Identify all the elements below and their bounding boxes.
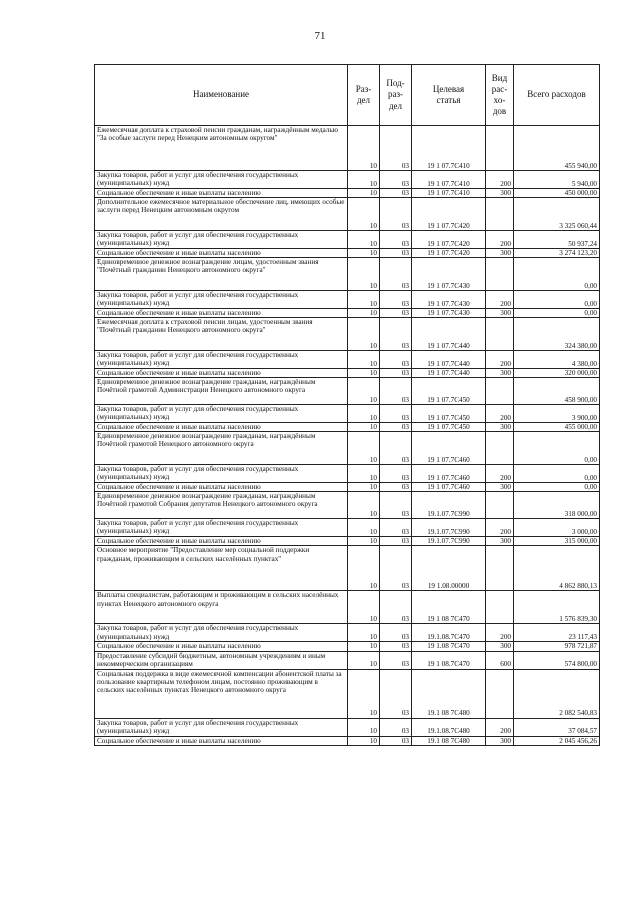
cell-target: 19 1 07.7С430 bbox=[412, 309, 486, 318]
cell-name: Социальное обеспечение и иные выплаты населению bbox=[95, 249, 348, 258]
table-row bbox=[95, 231, 600, 249]
header-name bbox=[95, 65, 348, 126]
cell-razdel: 10 bbox=[348, 423, 380, 432]
table-row bbox=[95, 258, 600, 291]
table-row bbox=[95, 465, 600, 483]
cell-total: 3 900,00 bbox=[514, 405, 600, 423]
cell-total: 2 082 540,83 bbox=[514, 669, 600, 718]
cell-target: 19.1.08.7С470 bbox=[412, 624, 486, 642]
cell-razdel: 10 bbox=[348, 126, 380, 171]
cell-vid: 300 bbox=[486, 736, 514, 745]
cell-name: Социальное обеспечение и иные выплаты населению bbox=[95, 369, 348, 378]
table-row bbox=[95, 642, 600, 651]
cell-total: 574 800,00 bbox=[514, 651, 600, 669]
cell-total: 324 380,00 bbox=[514, 318, 600, 351]
cell-vid: 200 bbox=[486, 718, 514, 736]
table-row bbox=[95, 537, 600, 546]
cell-total: 5 940,00 bbox=[514, 171, 600, 189]
header-vid bbox=[486, 65, 514, 126]
cell-vid: 300 bbox=[486, 642, 514, 651]
cell-razdel: 10 bbox=[348, 669, 380, 718]
cell-razdel: 10 bbox=[348, 309, 380, 318]
cell-razdel: 10 bbox=[348, 492, 380, 519]
header-podrazdel bbox=[380, 65, 412, 126]
cell-razdel: 10 bbox=[348, 318, 380, 351]
cell-podrazdel: 03 bbox=[380, 258, 412, 291]
cell-target: 19 1 08 7С470 bbox=[412, 591, 486, 624]
header-razdel-text: Раз- дел bbox=[355, 83, 372, 105]
cell-total: 0,00 bbox=[514, 432, 600, 465]
table-row bbox=[95, 591, 600, 624]
cell-podrazdel: 03 bbox=[380, 651, 412, 669]
cell-vid bbox=[486, 669, 514, 718]
cell-podrazdel: 03 bbox=[380, 171, 412, 189]
table-row bbox=[95, 189, 600, 198]
cell-target: 19 1 07.7С460 bbox=[412, 483, 486, 492]
cell-total: 0,00 bbox=[514, 483, 600, 492]
cell-vid bbox=[486, 546, 514, 591]
table-row bbox=[95, 126, 600, 171]
cell-vid bbox=[486, 258, 514, 291]
cell-podrazdel: 03 bbox=[380, 231, 412, 249]
cell-target: 19 1 07.7С420 bbox=[412, 198, 486, 231]
cell-razdel: 10 bbox=[348, 651, 380, 669]
cell-name: Ежемесячная доплата к страховой пенсии лицам, удостоенным звания "Почётный гражданин Ненецкого автономного округа" bbox=[95, 318, 348, 351]
cell-total: 0,00 bbox=[514, 291, 600, 309]
cell-target: 19 1 07.7С440 bbox=[412, 369, 486, 378]
cell-total: 455 940,00 bbox=[514, 126, 600, 171]
cell-podrazdel: 03 bbox=[380, 318, 412, 351]
table-row bbox=[95, 351, 600, 369]
cell-podrazdel: 03 bbox=[380, 198, 412, 231]
page-number: 71 bbox=[314, 30, 326, 42]
cell-target: 19 1 07.7С430 bbox=[412, 291, 486, 309]
cell-target: 19 1.08.00000 bbox=[412, 546, 486, 591]
table-row bbox=[95, 291, 600, 309]
cell-podrazdel: 03 bbox=[380, 309, 412, 318]
cell-target: 19.1.08.7С480 bbox=[412, 718, 486, 736]
cell-vid bbox=[486, 198, 514, 231]
cell-vid bbox=[486, 378, 514, 405]
table-row bbox=[95, 378, 600, 405]
cell-razdel: 10 bbox=[348, 189, 380, 198]
cell-target: 19 1 07.7С460 bbox=[412, 465, 486, 483]
cell-vid: 200 bbox=[486, 624, 514, 642]
cell-target: 19 1 07.7С430 bbox=[412, 258, 486, 291]
cell-razdel: 10 bbox=[348, 736, 380, 745]
cell-total: 0,00 bbox=[514, 465, 600, 483]
table-row bbox=[95, 432, 600, 465]
cell-vid: 200 bbox=[486, 405, 514, 423]
cell-name: Закупка товаров, работ и услуг для обеспечения государственных (муниципальных) нужд bbox=[95, 351, 348, 369]
cell-podrazdel: 03 bbox=[380, 378, 412, 405]
cell-podrazdel: 03 bbox=[380, 718, 412, 736]
cell-podrazdel: 03 bbox=[380, 291, 412, 309]
cell-total: 450 000,00 bbox=[514, 189, 600, 198]
cell-total: 3 274 123,20 bbox=[514, 249, 600, 258]
table-row bbox=[95, 483, 600, 492]
cell-podrazdel: 03 bbox=[380, 351, 412, 369]
cell-name: Закупка товаров, работ и услуг для обеспечения государственных (муниципальных) нужд bbox=[95, 405, 348, 423]
cell-podrazdel: 03 bbox=[380, 405, 412, 423]
cell-total: 37 084,57 bbox=[514, 718, 600, 736]
cell-target: 19.1 08 7С480 bbox=[412, 736, 486, 745]
header-target bbox=[412, 65, 486, 126]
cell-target: 19 1 07.7С450 bbox=[412, 423, 486, 432]
cell-name: Социальное обеспечение и иные выплаты населению bbox=[95, 189, 348, 198]
cell-target: 19 1 07.7С460 bbox=[412, 432, 486, 465]
cell-name: Социальное обеспечение и иные выплаты населению bbox=[95, 483, 348, 492]
cell-vid: 200 bbox=[486, 351, 514, 369]
cell-target: 19 1 07.7С410 bbox=[412, 126, 486, 171]
cell-name: Единовременное денежное вознаграждение лицам, удостоенным звания "Почётный гражданин Ненецкого автономного округа" bbox=[95, 258, 348, 291]
cell-vid: 600 bbox=[486, 651, 514, 669]
table-row bbox=[95, 309, 600, 318]
cell-podrazdel: 03 bbox=[380, 537, 412, 546]
cell-target: 19 1 07.7С450 bbox=[412, 405, 486, 423]
cell-podrazdel: 03 bbox=[380, 642, 412, 651]
cell-vid: 300 bbox=[486, 189, 514, 198]
cell-razdel: 10 bbox=[348, 405, 380, 423]
cell-total: 1 576 839,30 bbox=[514, 591, 600, 624]
cell-vid: 200 bbox=[486, 171, 514, 189]
table-row bbox=[95, 624, 600, 642]
cell-name: Единовременное денежное вознаграждение гражданам, награждённым Почётной грамотой Администрации Ненецкого автономного округа bbox=[95, 378, 348, 405]
cell-vid: 300 bbox=[486, 249, 514, 258]
expenditure-table bbox=[94, 64, 600, 746]
cell-name: Предоставление субсидий бюджетным, автономным учреждениям и иным некоммерческим организациям bbox=[95, 651, 348, 669]
cell-target: 19.1.07.7С990 bbox=[412, 519, 486, 537]
cell-podrazdel: 03 bbox=[380, 369, 412, 378]
cell-vid: 300 bbox=[486, 309, 514, 318]
table-row bbox=[95, 519, 600, 537]
cell-total: 4 380,00 bbox=[514, 351, 600, 369]
cell-target: 19 1 08.7С470 bbox=[412, 651, 486, 669]
cell-razdel: 10 bbox=[348, 519, 380, 537]
cell-name: Выплаты специалистам, работающим и проживающим в сельских населённых пунктах Ненецкого автономного округа bbox=[95, 591, 348, 624]
cell-razdel: 10 bbox=[348, 465, 380, 483]
cell-vid bbox=[486, 126, 514, 171]
cell-razdel: 10 bbox=[348, 351, 380, 369]
cell-razdel: 10 bbox=[348, 591, 380, 624]
header-total-text: Всего расходов bbox=[527, 89, 586, 100]
cell-razdel: 10 bbox=[348, 231, 380, 249]
cell-total: 4 862 880,13 bbox=[514, 546, 600, 591]
cell-total: 0,00 bbox=[514, 258, 600, 291]
cell-target: 19.1.07.7С990 bbox=[412, 537, 486, 546]
cell-vid bbox=[486, 432, 514, 465]
cell-razdel: 10 bbox=[348, 369, 380, 378]
cell-vid: 300 bbox=[486, 423, 514, 432]
cell-vid bbox=[486, 492, 514, 519]
cell-target: 19 1 07.7С420 bbox=[412, 231, 486, 249]
cell-total: 315 000,00 bbox=[514, 537, 600, 546]
table-row bbox=[95, 423, 600, 432]
cell-vid: 200 bbox=[486, 519, 514, 537]
cell-podrazdel: 03 bbox=[380, 432, 412, 465]
cell-podrazdel: 03 bbox=[380, 546, 412, 591]
cell-razdel: 10 bbox=[348, 624, 380, 642]
cell-total: 23 117,43 bbox=[514, 624, 600, 642]
cell-podrazdel: 03 bbox=[380, 465, 412, 483]
table-header-row bbox=[95, 65, 600, 126]
cell-total: 3 325 060,44 bbox=[514, 198, 600, 231]
cell-podrazdel: 03 bbox=[380, 492, 412, 519]
table-row bbox=[95, 651, 600, 669]
table-row bbox=[95, 546, 600, 591]
cell-podrazdel: 03 bbox=[380, 624, 412, 642]
cell-total: 2 045 456,26 bbox=[514, 736, 600, 745]
table-row bbox=[95, 718, 600, 736]
cell-name: Закупка товаров, работ и услуг для обеспечения государственных (муниципальных) нужд bbox=[95, 519, 348, 537]
cell-podrazdel: 03 bbox=[380, 189, 412, 198]
cell-podrazdel: 03 bbox=[380, 669, 412, 718]
cell-name: Закупка товаров, работ и услуг для обеспечения государственных (муниципальных) нужд bbox=[95, 624, 348, 642]
table-row bbox=[95, 318, 600, 351]
cell-name: Основное мероприятие "Предоставление мер социальной поддержки гражданам, проживающим в сельских населённых пунктах" bbox=[95, 546, 348, 591]
cell-razdel: 10 bbox=[348, 171, 380, 189]
cell-vid: 300 bbox=[486, 537, 514, 546]
header-vid-text: Вид рас- хо- дов bbox=[491, 72, 508, 117]
cell-target: 19 1 07.7С410 bbox=[412, 171, 486, 189]
header-target-text: Целевая статья bbox=[432, 83, 465, 105]
cell-target: 19 1 07.7С410 bbox=[412, 189, 486, 198]
cell-name: Закупка товаров, работ и услуг для обеспечения государственных (муниципальных) нужд bbox=[95, 718, 348, 736]
cell-razdel: 10 bbox=[348, 546, 380, 591]
cell-target: 19 1 07.7С440 bbox=[412, 351, 486, 369]
table-row bbox=[95, 736, 600, 745]
cell-podrazdel: 03 bbox=[380, 591, 412, 624]
cell-razdel: 10 bbox=[348, 642, 380, 651]
cell-total: 0,00 bbox=[514, 309, 600, 318]
table-row bbox=[95, 492, 600, 519]
cell-podrazdel: 03 bbox=[380, 736, 412, 745]
header-razdel bbox=[348, 65, 380, 126]
cell-podrazdel: 03 bbox=[380, 519, 412, 537]
cell-total: 50 937,24 bbox=[514, 231, 600, 249]
cell-name: Социальное обеспечение и иные выплаты населению bbox=[95, 423, 348, 432]
cell-name: Единовременное денежное вознаграждение гражданам, награждённым Почётной грамотой Собрания депутатов Ненецкого автономного округа bbox=[95, 492, 348, 519]
header-podrazdel-text: Под- раз- дел bbox=[386, 78, 405, 111]
cell-total: 320 000,00 bbox=[514, 369, 600, 378]
table-row bbox=[95, 171, 600, 189]
cell-razdel: 10 bbox=[348, 537, 380, 546]
cell-razdel: 10 bbox=[348, 291, 380, 309]
cell-name: Социальная поддержка в виде ежемесячной компенсации абонентской платы за пользование квартирным телефоном лицам, постоянно проживающим в сельских населённых пунктах Ненецкого автономного округа bbox=[95, 669, 348, 718]
cell-target: 19.1.07.7С990 bbox=[412, 492, 486, 519]
table-row bbox=[95, 249, 600, 258]
cell-name: Закупка товаров, работ и услуг для обеспечения государственных (муниципальных) нужд bbox=[95, 291, 348, 309]
table-body bbox=[95, 126, 600, 746]
cell-target: 19.1 08 7С480 bbox=[412, 669, 486, 718]
cell-name: Социальное обеспечение и иные выплаты населению bbox=[95, 537, 348, 546]
cell-razdel: 10 bbox=[348, 718, 380, 736]
cell-name: Ежемесячная доплата к страховой пенсии гражданам, награждённым медалью "За особые заслуги перед Ненецким автономным округом" bbox=[95, 126, 348, 171]
cell-target: 19 1.08 7С470 bbox=[412, 642, 486, 651]
cell-name: Закупка товаров, работ и услуг для обеспечения государственных (муниципальных) нужд bbox=[95, 231, 348, 249]
cell-razdel: 10 bbox=[348, 249, 380, 258]
cell-vid bbox=[486, 591, 514, 624]
cell-total: 318 000,00 bbox=[514, 492, 600, 519]
cell-podrazdel: 03 bbox=[380, 126, 412, 171]
cell-total: 3 000,00 bbox=[514, 519, 600, 537]
cell-podrazdel: 03 bbox=[380, 249, 412, 258]
cell-name: Социальное обеспечение и иные выплаты населению bbox=[95, 309, 348, 318]
cell-razdel: 10 bbox=[348, 258, 380, 291]
table-row bbox=[95, 198, 600, 231]
cell-name: Социальное обеспечение и иные выплаты населению bbox=[95, 736, 348, 745]
cell-name: Социальное обеспечение и иные выплаты населению bbox=[95, 642, 348, 651]
cell-target: 19 1 07.7С440 bbox=[412, 318, 486, 351]
header-total bbox=[514, 65, 600, 126]
cell-name: Закупка товаров, работ и услуг для обеспечения государственных (муниципальных) нужд bbox=[95, 465, 348, 483]
cell-name: Единовременное денежное вознаграждение гражданам, награждённым Почётной грамотой Ненецкого автономного округа bbox=[95, 432, 348, 465]
cell-podrazdel: 03 bbox=[380, 423, 412, 432]
cell-razdel: 10 bbox=[348, 432, 380, 465]
header-name-text: Наименование bbox=[192, 89, 250, 100]
cell-name: Дополнительное ежемесячное материальное обеспечение лиц, имеющих особые заслуги перед Ненецким автономным округом bbox=[95, 198, 348, 231]
cell-target: 19 1 07.7С420 bbox=[412, 249, 486, 258]
cell-target: 19 1 07.7С450 bbox=[412, 378, 486, 405]
cell-vid: 200 bbox=[486, 291, 514, 309]
cell-vid bbox=[486, 318, 514, 351]
cell-name: Закупка товаров, работ и услуг для обеспечения государственных (муниципальных) нужд bbox=[95, 171, 348, 189]
cell-razdel: 10 bbox=[348, 378, 380, 405]
cell-razdel: 10 bbox=[348, 483, 380, 492]
cell-razdel: 10 bbox=[348, 198, 380, 231]
cell-total: 455 000,00 bbox=[514, 423, 600, 432]
cell-total: 978 721,87 bbox=[514, 642, 600, 651]
cell-vid: 200 bbox=[486, 231, 514, 249]
table-row bbox=[95, 369, 600, 378]
table-row bbox=[95, 405, 600, 423]
cell-vid: 300 bbox=[486, 483, 514, 492]
cell-total: 458 900,00 bbox=[514, 378, 600, 405]
cell-vid: 300 bbox=[486, 369, 514, 378]
cell-podrazdel: 03 bbox=[380, 483, 412, 492]
cell-vid: 200 bbox=[486, 465, 514, 483]
table-row bbox=[95, 669, 600, 718]
